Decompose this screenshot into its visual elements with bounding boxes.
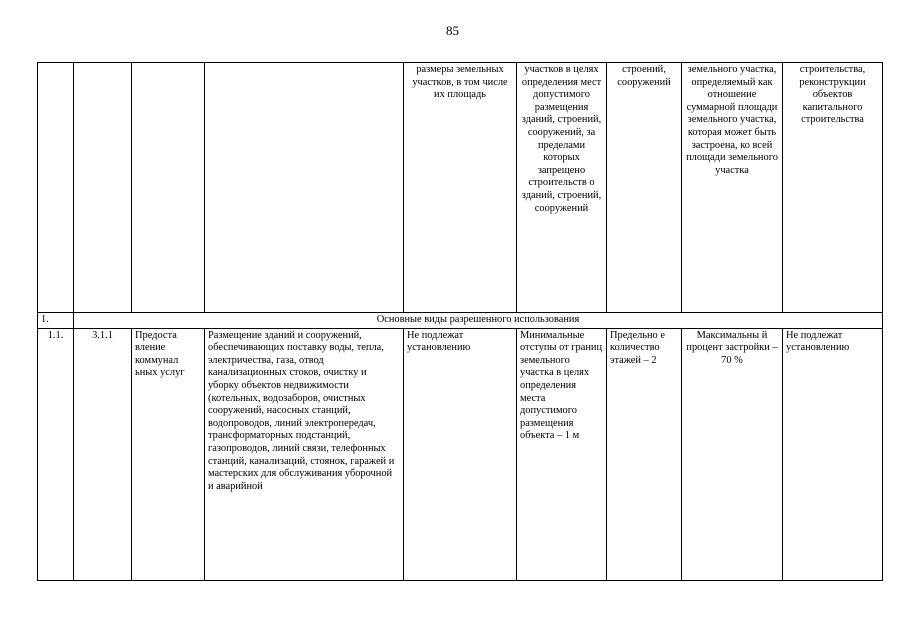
- item-code: 3.1.1: [74, 328, 132, 580]
- header-plot-size: размеры земельных участков, в том числе их площадь: [404, 63, 517, 313]
- regulations-table: [37, 62, 883, 581]
- item-name: Предоста вление коммунал ьных услуг: [132, 328, 205, 580]
- header-floors: строений, сооружений: [607, 63, 682, 313]
- item-floors: Предельно е количество этажей – 2: [607, 328, 682, 580]
- item-plot-size: Не подлежат установлению: [404, 328, 517, 580]
- section-title: Основные виды разрешенного использования: [74, 313, 883, 329]
- header-restrictions: строительства, реконструкции объектов капитального строительства: [783, 63, 883, 313]
- item-coverage: Максимальны й процент застройки – 70 %: [682, 328, 783, 580]
- table-header-row: [38, 63, 883, 313]
- item-description: Размещение зданий и сооружений, обеспечивающих поставку воды, тепла, электричества, газа, отвод канализационных стоков, очистку и уборку объектов недвижимости (котельных, водозаборов, очистных сооружений, насосных станций, водопроводов, линий электропередач, трансформаторных подстанций, газопроводов, линий связи, телефонных станций, канализаций, стоянок, гаражей и мастерских для обслуживания уборочной и аварийной: [205, 328, 404, 580]
- table-cell: [74, 63, 132, 313]
- page-number: 85: [446, 23, 459, 38]
- item-restrictions: Не подлежат установлению: [783, 328, 883, 580]
- item-number: 1.1.: [38, 328, 74, 580]
- section-row: [38, 313, 883, 329]
- item-setback: Минимальные отступы от границ земельного участка в целях определения места допустимого размещения объекта – 1 м: [517, 328, 607, 580]
- table-cell: [38, 63, 74, 313]
- table-cell: [132, 63, 205, 313]
- header-setback: участков в целях определения мест допустимого размещения зданий, строений, сооружений, за пределами которых запрещено строительств о зданий, строений, сооружений: [517, 63, 607, 313]
- header-coverage: земельного участка, определяемый как отношение суммарной площади земельного участка, которая может быть застроена, ко всей площади земельного участка: [682, 63, 783, 313]
- table-row: [38, 328, 883, 580]
- table-cell: [205, 63, 404, 313]
- section-number: 1.: [38, 313, 74, 329]
